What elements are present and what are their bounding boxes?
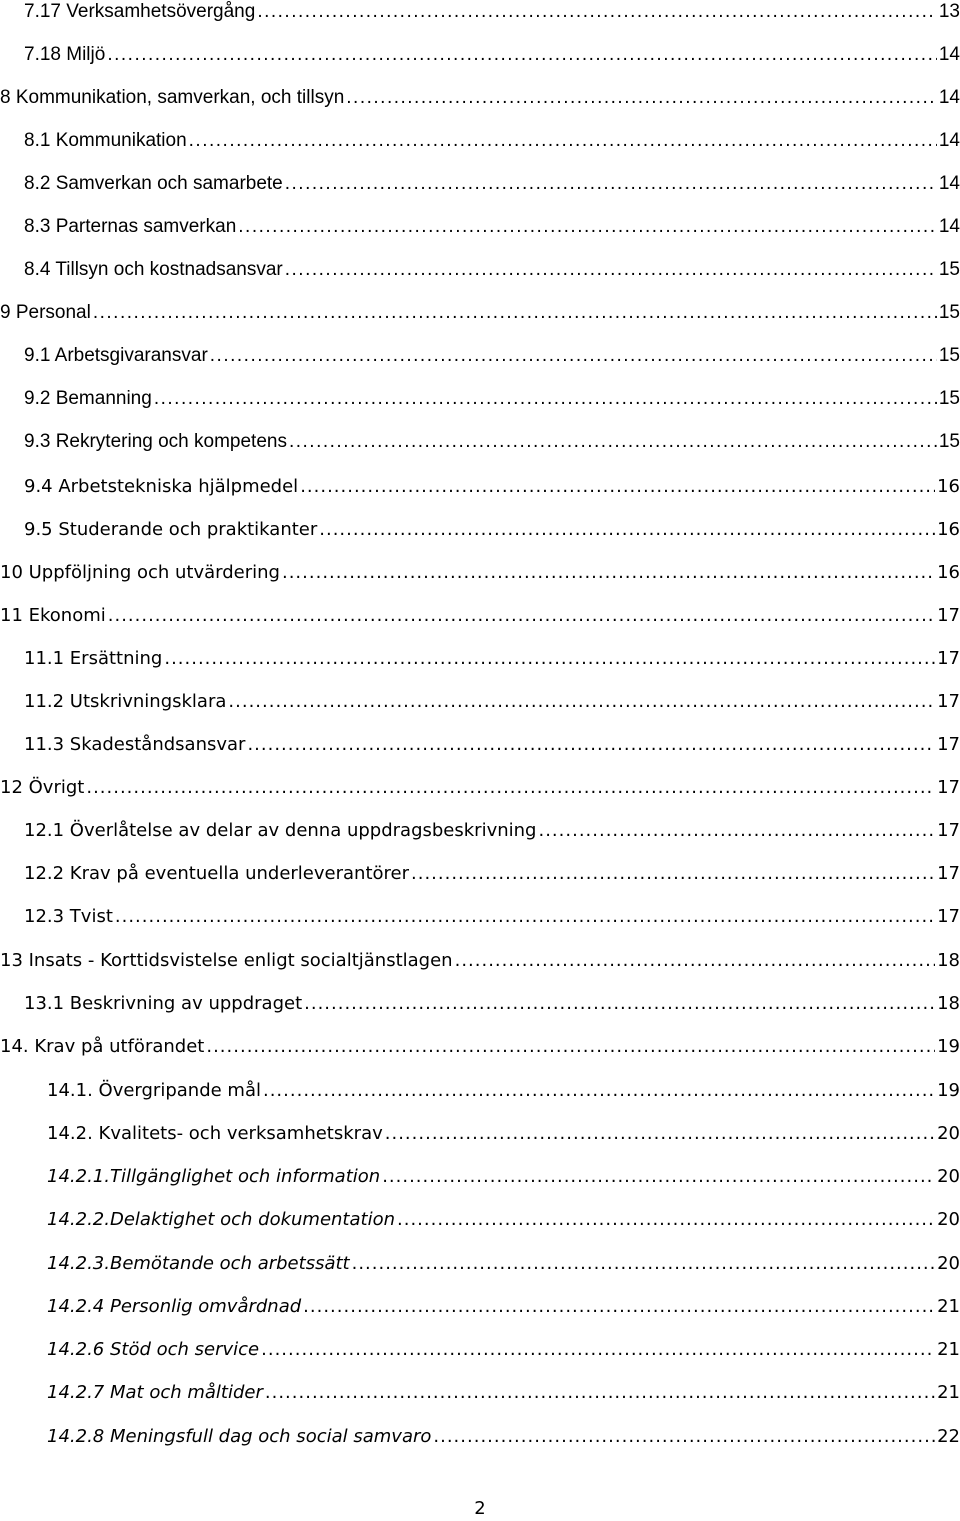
toc-leader-dots (164, 644, 935, 674)
toc-entry-title: 10 Uppföljning och utvärdering (0, 562, 280, 583)
toc-entry-page: 19 (937, 1036, 960, 1057)
toc-leader-dots (228, 687, 935, 717)
toc-entry[interactable] (0, 126, 960, 156)
toc-entry-page: 21 (937, 1339, 960, 1360)
toc-entry-page: 14 (938, 173, 960, 194)
toc-leader-dots (382, 1162, 935, 1192)
toc-leader-dots (285, 255, 937, 285)
toc-entry-title: 9.4 Arbetstekniska hjälpmedel (24, 476, 299, 497)
toc-entry[interactable] (0, 384, 960, 414)
toc-leader-dots (189, 126, 937, 156)
toc-entry[interactable] (0, 298, 960, 328)
toc-entry-title: 14.2.2.Delaktighet och dokumentation (47, 1209, 396, 1230)
toc-entry-page: 15 (938, 345, 960, 366)
toc-leader-dots (352, 1249, 936, 1279)
toc-entry-title: 14.2.3.Bemötande och arbetssätt (47, 1253, 350, 1274)
toc-entry-title: 8.3 Parternas samverkan (24, 216, 237, 237)
toc-entry[interactable] (0, 946, 960, 976)
toc-leader-dots (261, 1335, 935, 1365)
toc-leader-dots (107, 40, 937, 70)
toc-entry[interactable] (0, 255, 960, 285)
toc-entry-title: 7.18 Miljö (24, 44, 106, 65)
toc-entry-page: 14 (938, 87, 960, 108)
toc-entry-page: 17 (937, 820, 960, 841)
toc-leader-dots (289, 427, 937, 457)
toc-entry-page: 21 (937, 1382, 960, 1403)
toc-entry-title: 14.2.8 Meningsfull dag och social samvaro (47, 1426, 432, 1447)
toc-entry-title: 11.3 Skadeståndsansvar (24, 734, 246, 755)
toc-entry[interactable] (0, 515, 960, 545)
toc-entry-page: 15 (938, 259, 960, 280)
toc-entry-title: 11.2 Utskrivningsklara (24, 691, 227, 712)
toc-entry-title: 14.2.1.Tillgänglighet och information (47, 1166, 381, 1187)
toc-entry-page: 17 (937, 605, 960, 626)
toc-entry[interactable] (0, 816, 960, 846)
toc-entry[interactable] (0, 601, 960, 631)
toc-leader-dots (263, 1076, 935, 1106)
toc-entry[interactable] (0, 1205, 960, 1235)
toc-leader-dots (319, 515, 935, 545)
toc-entry-page: 17 (937, 863, 960, 884)
toc-entry-page: 18 (937, 950, 960, 971)
toc-entry-page: 17 (937, 906, 960, 927)
toc-entry-page: 21 (937, 1296, 960, 1317)
toc-entry[interactable] (0, 558, 960, 588)
toc-leader-dots (385, 1119, 935, 1149)
toc-entry-page: 20 (937, 1209, 960, 1230)
toc-leader-dots (257, 0, 937, 27)
toc-leader-dots (411, 859, 935, 889)
toc-entry-page: 14 (938, 130, 960, 151)
toc-entry-title: 12.1 Överlåtelse av delar av denna uppdragsbeskrivning (24, 820, 537, 841)
toc-leader-dots (300, 472, 935, 502)
toc-entry-page: 15 (938, 431, 960, 452)
toc-entry-page: 15 (938, 302, 960, 323)
toc-entry-title: 8.1 Kommunikation (24, 130, 187, 151)
toc-entry-title: 12 Övrigt (0, 777, 85, 798)
toc-leader-dots (285, 169, 937, 199)
toc-entry[interactable] (0, 1335, 960, 1365)
toc-entry-page: 17 (937, 648, 960, 669)
toc-entry[interactable] (0, 341, 960, 371)
toc-entry-title: 14.2.4 Personlig omvårdnad (47, 1296, 302, 1317)
toc-entry[interactable] (0, 1076, 960, 1106)
toc-entry-title: 12.2 Krav på eventuella underleverantörer (24, 863, 409, 884)
toc-entry[interactable] (0, 0, 960, 27)
toc-entry[interactable] (0, 1162, 960, 1192)
toc-entry-page: 13 (938, 1, 960, 22)
toc-entry-title: 9 Personal (0, 302, 91, 323)
toc-entry[interactable] (0, 1378, 960, 1408)
toc-entry[interactable] (0, 169, 960, 199)
toc-entry-title: 11 Ekonomi (0, 605, 106, 626)
toc-leader-dots (397, 1205, 935, 1235)
toc-entry-page: 16 (937, 562, 960, 583)
toc-entry-page: 20 (937, 1166, 960, 1187)
toc-entry-page: 22 (937, 1426, 960, 1447)
toc-leader-dots (455, 946, 936, 976)
toc-entry-page: 19 (937, 1080, 960, 1101)
toc-leader-dots (238, 212, 937, 242)
toc-leader-dots (247, 730, 935, 760)
toc-entry-title: 8.4 Tillsyn och kostnadsansvar (24, 259, 283, 280)
toc-leader-dots (93, 298, 937, 328)
toc-leader-dots (154, 384, 937, 414)
toc-leader-dots (433, 1422, 935, 1452)
toc-entry-title: 14. Krav på utförandet (0, 1036, 205, 1057)
toc-entry[interactable] (0, 83, 960, 113)
toc-entry[interactable] (0, 1032, 960, 1062)
toc-entry-page: 16 (937, 519, 960, 540)
toc-entry[interactable] (0, 1292, 960, 1322)
toc-entry[interactable] (0, 1249, 960, 1279)
toc-leader-dots (303, 1292, 935, 1322)
toc-entry[interactable] (0, 989, 960, 1019)
toc-entry-page: 17 (937, 777, 960, 798)
page-number: 2 (474, 1498, 486, 1519)
toc-entry-page: 14 (938, 216, 960, 237)
toc-entry[interactable] (0, 212, 960, 242)
toc-leader-dots (282, 558, 935, 588)
toc-entry[interactable] (0, 902, 960, 932)
toc-entry-title: 12.3 Tvist (24, 906, 113, 927)
toc-entry[interactable] (0, 644, 960, 674)
toc-entry[interactable] (0, 40, 960, 70)
toc-entry-page: 18 (937, 993, 960, 1014)
toc-entry-title: 11.1 Ersättning (24, 648, 163, 669)
toc-entry-title: 14.2.7 Mat och måltider (47, 1382, 263, 1403)
toc-leader-dots (206, 1032, 935, 1062)
toc-leader-dots (265, 1378, 935, 1408)
toc-entry-title: 7.17 Verksamhetsövergång (24, 1, 256, 22)
toc-entry[interactable] (0, 730, 960, 760)
toc-entry-title: 8.2 Samverkan och samarbete (24, 173, 283, 194)
toc-leader-dots (86, 773, 935, 803)
toc-entry[interactable] (0, 859, 960, 889)
toc-entry-title: 14.2.6 Stöd och service (47, 1339, 260, 1360)
toc-entry-title: 13 Insats - Korttidsvistelse enligt socialtjänstlagen (0, 950, 453, 971)
toc-entry-page: 14 (938, 44, 960, 65)
toc-entry-title: 9.2 Bemanning (24, 388, 152, 409)
toc-leader-dots (108, 601, 935, 631)
toc-entry[interactable] (0, 427, 960, 457)
toc-entry-title: 13.1 Beskrivning av uppdraget (24, 993, 303, 1014)
toc-entry-title: 14.1. Övergripande mål (47, 1080, 261, 1101)
toc-entry-title: 9.5 Studerande och praktikanter (24, 519, 318, 540)
toc-entry-title: 14.2. Kvalitets- och verksamhetskrav (47, 1123, 383, 1144)
toc-entry[interactable] (0, 687, 960, 717)
toc-leader-dots (538, 816, 935, 846)
toc-entry-page: 17 (937, 691, 960, 712)
toc-entry-title: 9.3 Rekrytering och kompetens (24, 431, 287, 452)
toc-entry-page: 15 (938, 388, 960, 409)
toc-entry-page: 20 (937, 1123, 960, 1144)
toc-entry[interactable] (0, 472, 960, 502)
toc-entry-page: 16 (937, 476, 960, 497)
toc-entry-page: 20 (937, 1253, 960, 1274)
toc-entry-title: 9.1 Arbetsgivaransvar (24, 345, 208, 366)
toc-entry[interactable] (0, 1119, 960, 1149)
toc-leader-dots (346, 83, 937, 113)
toc-leader-dots (115, 902, 935, 932)
toc-entry[interactable] (0, 773, 960, 803)
toc-entry[interactable] (0, 1422, 960, 1452)
toc-leader-dots (210, 341, 937, 371)
toc-leader-dots (304, 989, 935, 1019)
toc-entry-title: 8 Kommunikation, samverkan, och tillsyn (0, 87, 345, 108)
toc-entry-page: 17 (937, 734, 960, 755)
